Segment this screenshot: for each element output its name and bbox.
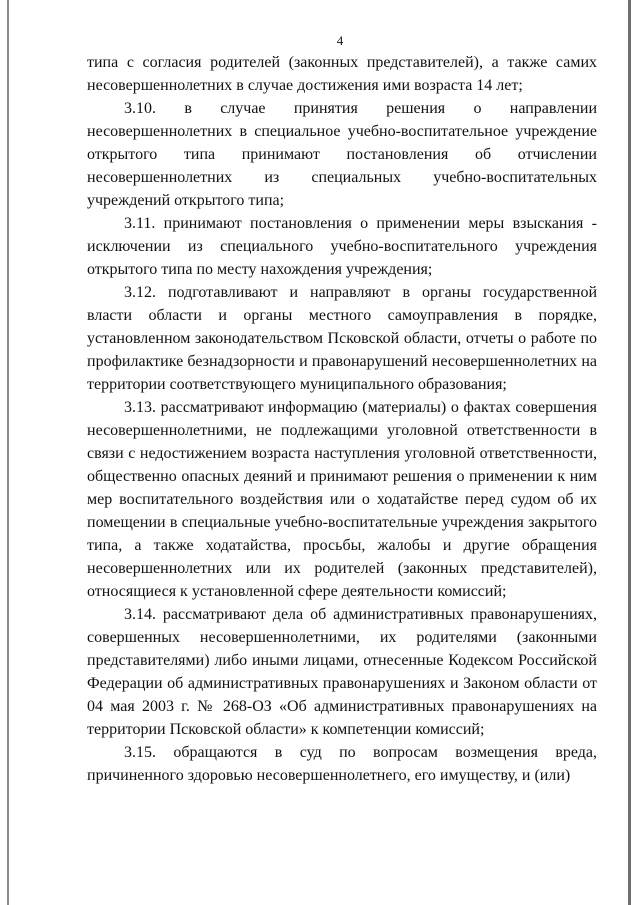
paragraph-3-11: 3.11. принимают постановления о применении меры взыскания - исключении из специального учебно-воспитательного учреждения открытого типа по месту нахождения учреждения;: [87, 215, 597, 278]
paragraph-3-15: 3.15. обращаются в суд по вопросам возмещения вреда, причиненного здоровью несовершеннолетнего, его имуществу, и (или): [87, 744, 597, 784]
paragraph-3-14: 3.14. рассматривают дела об административных правонарушениях, совершенных несовершеннолетними, их родителями (законными представителями) либо иными лицами, отнесенные Кодексом Российской Федерации об административных правонарушениях и Законом области от 04 мая 2003 г. № 268-ОЗ «Об административных правонарушениях на территории Псковской области» к компетенции комиссий;: [87, 606, 597, 738]
paragraph-continuation: типа с согласия родителей (законных представителей), а также самих несовершеннолетних в случае достижения ими возраста 14 лет;: [87, 54, 597, 94]
document-body: [87, 51, 597, 787]
scan-edge-right: [628, 0, 631, 905]
page-number: 4: [336, 33, 344, 48]
paragraph-3-12: 3.12. подготавливают и направляют в органы государственной власти области и органы местного самоуправления в порядке, установленном законодательством Псковской области, отчеты о работе по профилактике безнадзорности и правонарушений несовершеннолетних на территории соответствующего муниципального образования;: [87, 284, 597, 393]
scan-edge-left: [7, 0, 9, 905]
paragraph-3-10: 3.10. в случае принятия решения о направлении несовершеннолетних в специальное учебно-воспитательное учреждение открытого типа принимают постановления об отчислении несовершеннолетних из специальных учебно-воспитательных учреждений открытого типа;: [87, 100, 597, 209]
paragraph-3-13: 3.13. рассматривают информацию (материалы) о фактах совершения несовершеннолетними, не подлежащими уголовной ответственности в связи с недостижением возраста наступления уголовной ответственности, общественно опасных деяний и принимают решения о применении к ним мер воспитательного воздействия или о ходатайстве перед судом об их помещении в специальные учебно-воспитательные учреждения закрытого типа, а также ходатайства, просьбы, жалобы и другие обращения несовершеннолетних или их родителей (законных представителей), относящиеся к установленной сфере деятельности комиссий;: [87, 399, 597, 600]
